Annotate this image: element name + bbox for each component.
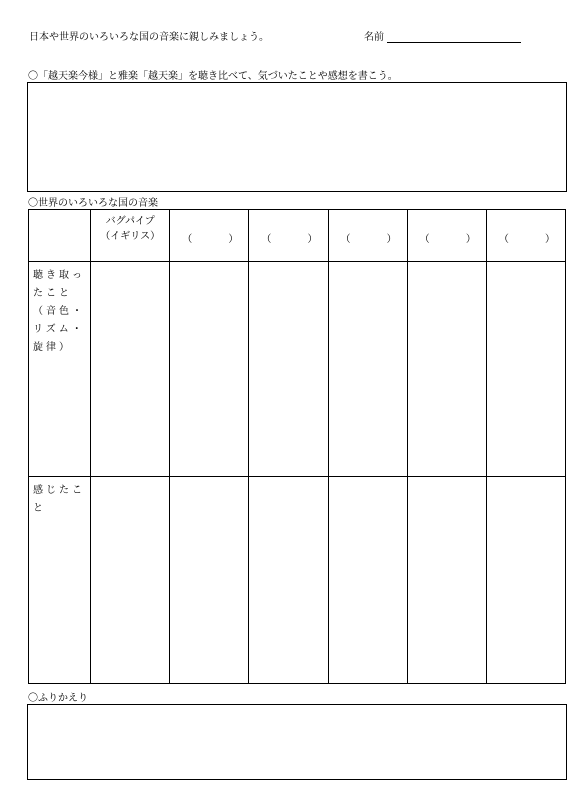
corner-cell <box>29 210 91 262</box>
column-header-blank-2[interactable] <box>249 210 328 262</box>
reflection-answer-box[interactable] <box>27 704 567 780</box>
answer-cell[interactable] <box>91 262 170 477</box>
name-label: 名前 <box>364 32 384 43</box>
open-paren: （ <box>419 234 430 245</box>
bagpipe-label: バグパイプ <box>105 216 155 227</box>
world-music-title: 〇世界のいろいろな国の音楽 <box>28 198 158 209</box>
name-field[interactable] <box>387 42 521 43</box>
row-label-heard: 聴き取ったこと（音色・リズム・旋律） <box>29 262 91 477</box>
worksheet-title: 日本や世界のいろいろな国の音楽に親しみましょう。 <box>29 32 269 43</box>
close-paren: ） <box>386 234 397 245</box>
table-row-heard <box>29 262 566 477</box>
column-header-blank-5[interactable] <box>486 210 565 262</box>
bagpipe-country: （イギリス） <box>100 231 161 242</box>
answer-cell[interactable] <box>249 262 328 477</box>
comparison-answer-box[interactable] <box>27 82 567 192</box>
table-header-row <box>29 210 566 262</box>
column-header-blank-4[interactable] <box>407 210 486 262</box>
column-header-blank-3[interactable] <box>328 210 407 262</box>
world-music-table <box>28 209 566 684</box>
answer-cell[interactable] <box>328 262 407 477</box>
table-row-felt <box>29 477 566 684</box>
close-paren: ） <box>545 234 555 245</box>
column-header-bagpipe <box>91 210 170 262</box>
answer-cell[interactable] <box>91 477 170 684</box>
reflection-title: 〇ふりかえり <box>28 693 88 704</box>
row-label-felt: 感じたこと <box>29 477 91 684</box>
answer-cell[interactable] <box>328 477 407 684</box>
answer-cell[interactable] <box>407 477 486 684</box>
open-paren: （ <box>182 234 193 245</box>
open-paren: （ <box>340 234 351 245</box>
answer-cell[interactable] <box>407 262 486 477</box>
comparison-prompt: 〇「越天楽今様」と雅楽「越天楽」を聴き比べて、気づいたことや感想を書こう。 <box>28 71 398 82</box>
answer-cell[interactable] <box>486 477 565 684</box>
close-paren: ） <box>465 234 476 245</box>
answer-cell[interactable] <box>170 477 249 684</box>
answer-cell[interactable] <box>486 262 565 477</box>
close-paren: ） <box>307 234 318 245</box>
open-paren: （ <box>261 234 272 245</box>
answer-cell[interactable] <box>249 477 328 684</box>
column-header-blank-1[interactable] <box>170 210 249 262</box>
answer-cell[interactable] <box>170 262 249 477</box>
close-paren: ） <box>228 234 239 245</box>
open-paren: （ <box>498 234 509 245</box>
